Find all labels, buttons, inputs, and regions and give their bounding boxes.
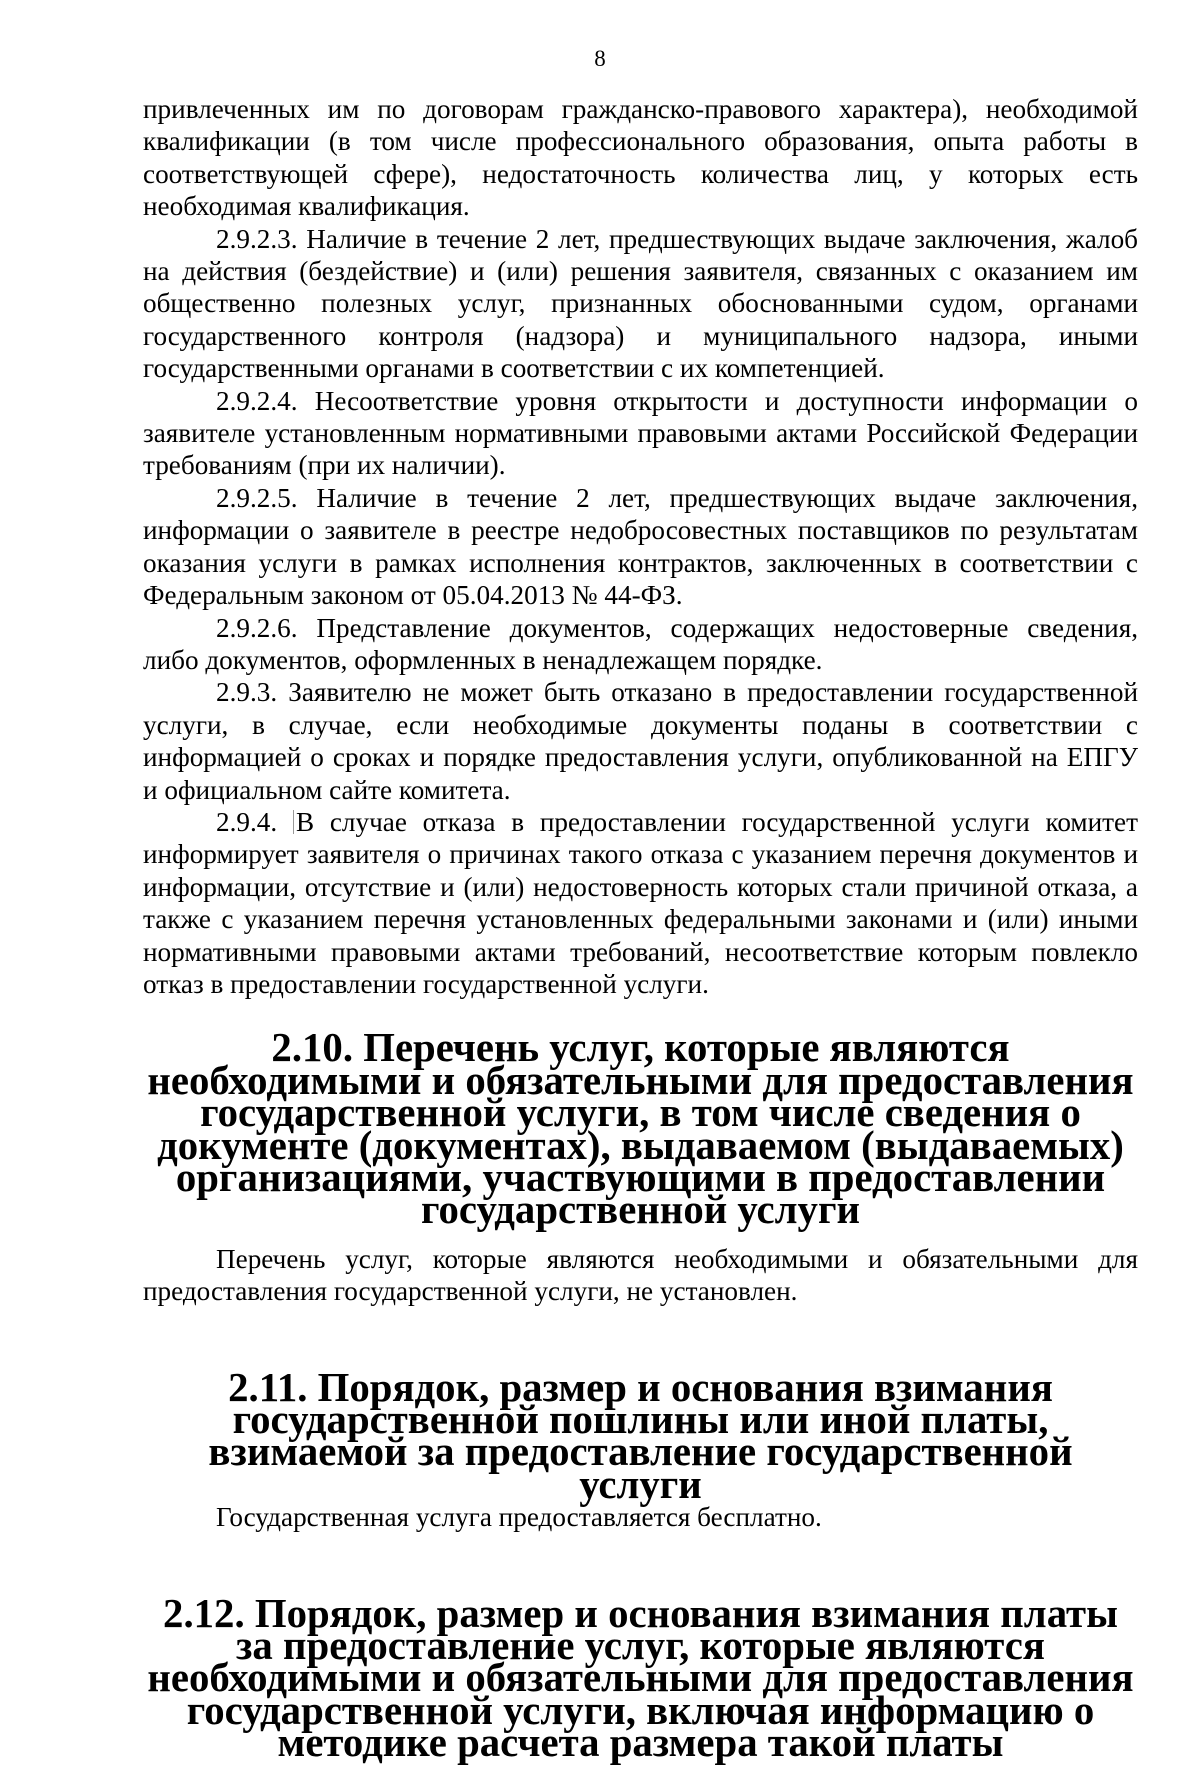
- section-heading-2-11: 2.11. Порядок, размер и основания взимания государственной пошлины или иной платы, взимаемой за предоставление государственной услуги: [208, 1364, 1073, 1507]
- paragraph-2-9-2-6: 2.9.2.6. Представление документов, содержащих недостоверные сведения, либо документов, оформленных в ненадлежащем порядке.: [143, 612, 1138, 675]
- page-number: 8: [594, 46, 606, 71]
- paragraph-2-9-2-4: 2.9.2.4. Несоответствие уровня открытости и доступности информации о заявителе установленным нормативными правовыми актами Российской Федерации требованиям (при их наличии).: [143, 385, 1138, 481]
- section-heading-2-12: 2.12. Порядок, размер и основания взимания платы за предоставление услуг, которые являются необходимыми и обязательными для предоставления государственной услуги, включая информацию о методике расчета размера такой платы: [147, 1590, 1134, 1765]
- paragraph-2-9-3: 2.9.3. Заявителю не может быть отказано в предоставлении государственной услуги, в случае, если необходимые документы поданы в соответствии с информацией о сроках и порядке предоставления услуги, опубликованной на ЕПГУ и официальном сайте комитета.: [143, 677, 1138, 805]
- paragraph-2-9-2-3: 2.9.2.3. Наличие в течение 2 лет, предшествующих выдаче заключения, жалоб на действия (бездействие) и (или) решения заявителя, связанных с оказанием им общественно полезных услуг, признанных обоснованными судом, органами государственного контроля (надзора) и муниципального надзора, иными государственными органами в соответствии с их компетенцией.: [143, 223, 1138, 384]
- paragraph-2-9-4: [143, 806, 1138, 1000]
- paragraph-text: В случае отказа в предоставлении государственной услуги комитет информирует заявителя о причинах такого отказа с указанием перечня документов и информации, отсутствие и (или) недостоверность которых стали причиной отказа, а также с указанием перечня установленных федеральными законами и (или) иными нормативными правовыми актами требований, несоответствие которым повлекло отказ в предоставлении государственной услуги.: [143, 806, 1138, 999]
- section-text-2-10: Перечень услуг, которые являются необходимыми и обязательными для предоставления государственной услуги, не установлен.: [143, 1243, 1138, 1307]
- paragraph-2-9-2-5: 2.9.2.5. Наличие в течение 2 лет, предшествующих выдаче заключения, информации о заявителе в реестре недобросовестных поставщиков по результатам оказания услуги в рамках исполнения контрактов, заключенных в соответствии с Федеральным законом от 05.04.2013 № 44-ФЗ.: [143, 482, 1138, 611]
- text-cursor-marker: [293, 810, 294, 834]
- document-body: [143, 93, 1138, 1765]
- section-heading-2-10: 2.10. Перечень услуг, которые являются необходимыми и обязательными для предоставления государственной услуги, в том числе сведения о документе (документах), выдаваемом (выдаваемых) организациями, участвующими в предоставлении государственной услуги: [147, 1025, 1134, 1233]
- paragraph-number: 2.9.4.: [216, 806, 278, 837]
- paragraph-continuation: привлеченных им по договорам гражданско-правового характера), необходимой квалификации (в том числе профессионального образования, опыта работы в соответствующей сфере), недостаточность количества лиц, у которых есть необходимая квалификация.: [143, 94, 1138, 222]
- section-text-2-11: Государственная услуга предоставляется бесплатно.: [216, 1502, 822, 1533]
